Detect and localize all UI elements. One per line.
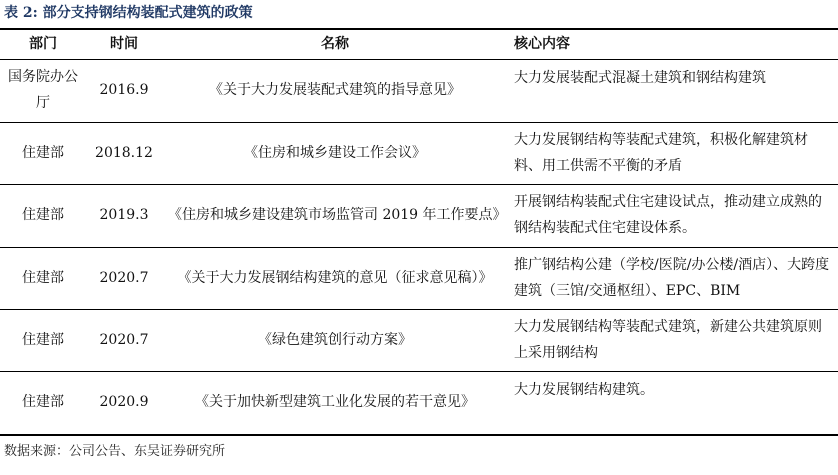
table-title: 表 2: 部分支持钢结构装配式建筑的政策	[4, 5, 253, 21]
table-row-3-dept: 住建部	[22, 207, 64, 223]
row-rule-4	[0, 309, 838, 310]
header-rule	[0, 59, 838, 60]
row-rule-3	[0, 247, 838, 248]
table-row-5-time: 2020.7	[99, 332, 149, 348]
table-row-2-name: 《住房和城乡建设工作会议》	[244, 145, 426, 161]
table-row-6-core: 大力发展钢结构建筑。	[514, 382, 654, 398]
table-row-5-dept: 住建部	[22, 332, 64, 348]
header-core: 核心内容	[514, 36, 570, 52]
table-row-1-core: 大力发展装配式混凝土建筑和钢结构建筑	[514, 70, 766, 86]
table-row-6-name: 《关于加快新型建筑工业化发展的若干意见》	[195, 394, 475, 410]
table-row-1-dept: 国务院办公厅	[8, 69, 78, 111]
table-row-5-name: 《绿色建筑创行动方案》	[258, 332, 412, 348]
table-row-3-time: 2019.3	[99, 207, 149, 223]
table-row-1-name: 《关于大力发展装配式建筑的指导意见》	[209, 82, 461, 98]
bottom-rule	[0, 434, 838, 436]
table-row-3-core: 开展钢结构装配式住宅建设试点，推动建立成熟的钢结构装配式住宅建设体系。	[514, 194, 822, 236]
row-rule-2	[0, 184, 838, 185]
table-row-4-dept: 住建部	[22, 270, 64, 286]
table-row-5-core: 大力发展钢结构等装配式建筑，新建公共建筑原则上采用钢结构	[514, 319, 822, 361]
table-row-6-time: 2020.9	[99, 394, 149, 410]
header-time: 时间	[110, 36, 138, 52]
table-row-1-time: 2016.9	[99, 82, 149, 98]
table-row-2-core: 大力发展钢结构等装配式建筑，积极化解建筑材料、用工供需不平衡的矛盾	[514, 132, 808, 174]
source-note: 数据来源：公司公告、东吴证券研究所	[4, 444, 226, 459]
row-rule-5	[0, 371, 838, 372]
table-row-6-dept: 住建部	[22, 394, 64, 410]
table-row-4-core: 推广钢结构公建（学校/医院/办公楼/酒店）、大跨度建筑（三馆/交通枢纽）、EPC、BIM	[514, 257, 830, 299]
table-row-2-dept: 住建部	[22, 145, 64, 161]
table-row-2-time: 2018.12	[95, 145, 153, 161]
header-name: 名称	[321, 36, 349, 52]
header-dept: 部门	[29, 36, 57, 52]
table-row-4-name: 《关于大力发展钢结构建筑的意见（征求意见稿）》	[177, 270, 493, 286]
table-row-4-time: 2020.7	[99, 270, 149, 286]
row-rule-1	[0, 122, 838, 123]
table-row-3-name: 《住房和城乡建设建筑市场监管司 2019 年工作要点》	[168, 207, 507, 223]
